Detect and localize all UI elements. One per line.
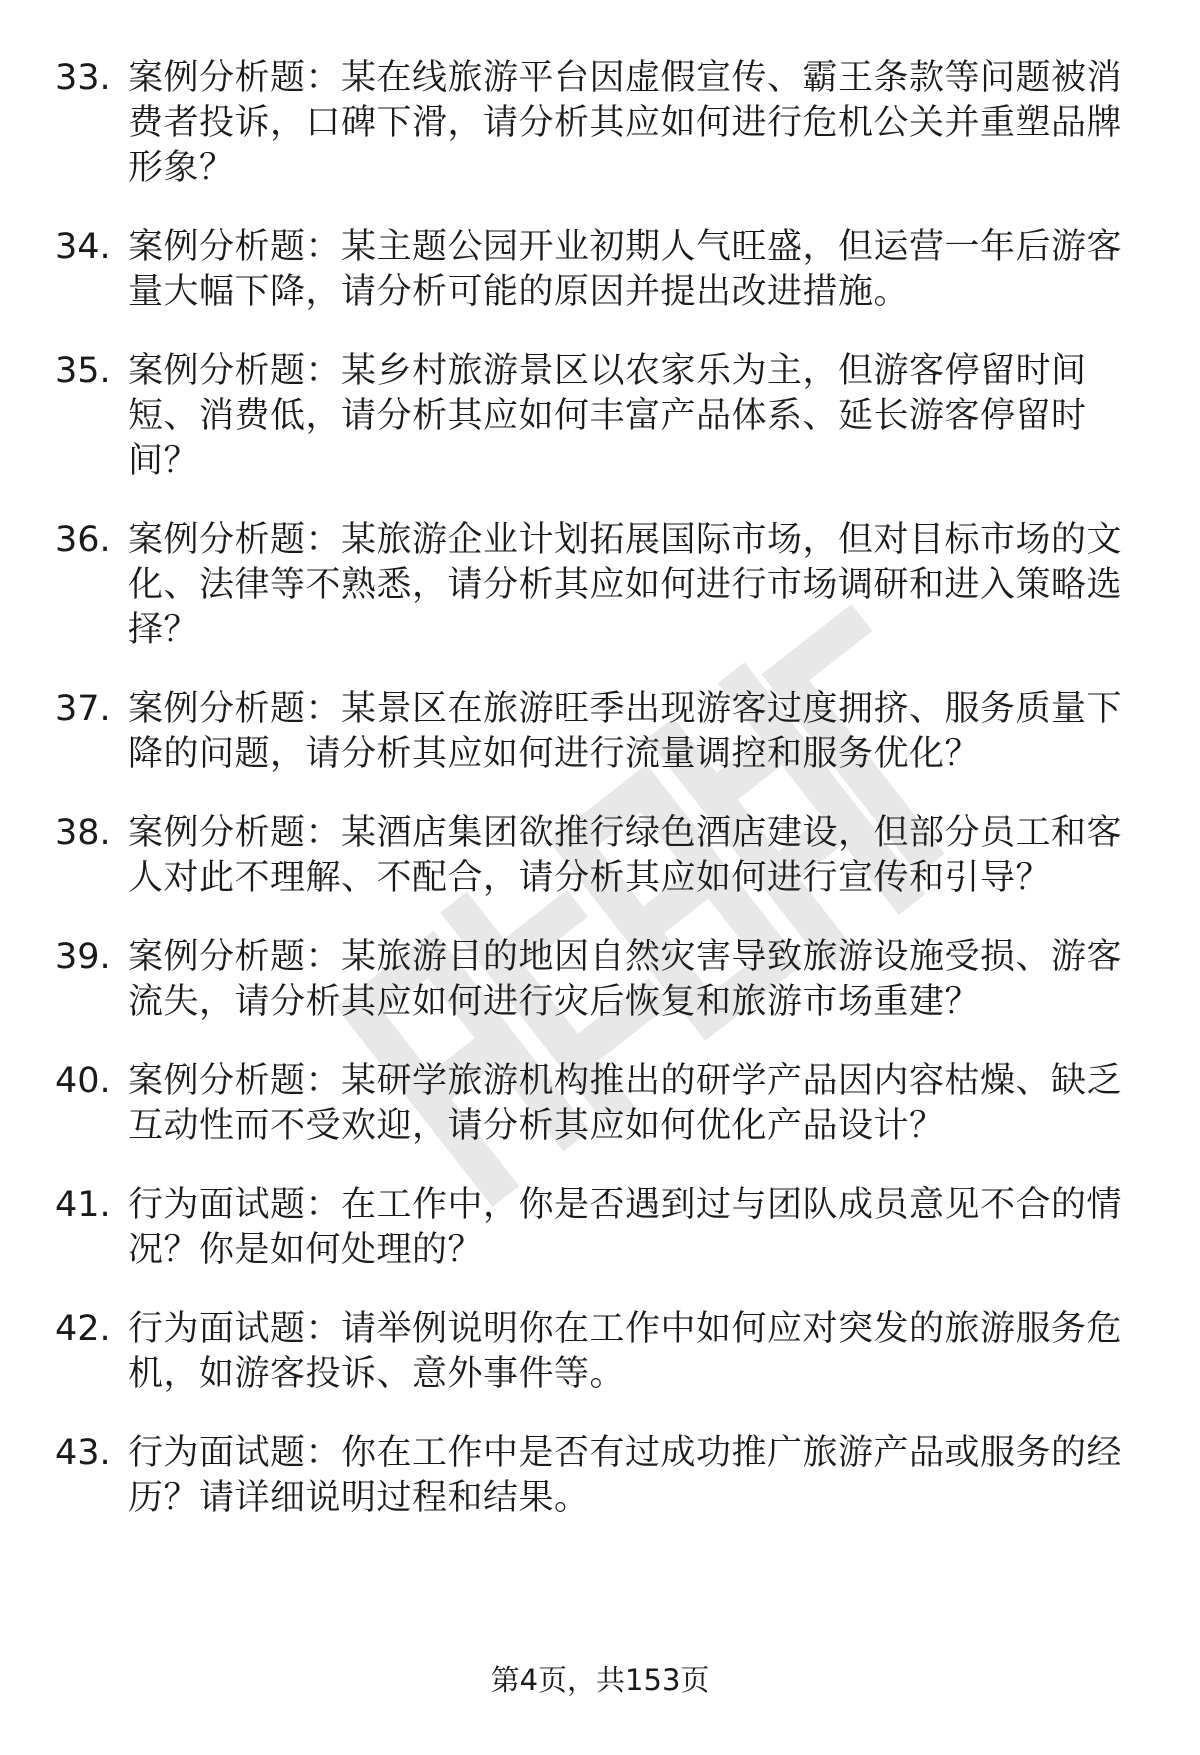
question-text: 案例分析题：某乡村旅游景区以农家乐为主，但游客停留时间短、消费低，请分析其应如何丰富产品体系、延长游客停留时间？ <box>128 351 1087 481</box>
question-item <box>55 935 1145 1025</box>
question-number: 40. <box>55 1061 111 1101</box>
question-number: 33. <box>55 58 111 98</box>
page-footer <box>0 1660 1200 1700</box>
question-item <box>55 56 1145 191</box>
page-number-label: 第4页，共153页 <box>490 1663 710 1697</box>
question-text: 行为面试题：你在工作中是否有过成功推广旅游产品或服务的经历？请详细说明过程和结果。 <box>128 1433 1123 1518</box>
question-list <box>55 56 1145 1555</box>
question-item <box>55 1431 1145 1521</box>
question-item <box>55 225 1145 315</box>
question-number: 35. <box>55 351 111 391</box>
question-item <box>55 518 1145 653</box>
question-item <box>55 1059 1145 1149</box>
question-text: 案例分析题：某主题公园开业初期人气旺盛，但运营一年后游客量大幅下降，请分析可能的原因并提出改进措施。 <box>128 227 1123 312</box>
question-number: 41. <box>55 1185 111 1225</box>
question-number: 37. <box>55 689 111 729</box>
question-text: 案例分析题：某旅游目的地因自然灾害导致旅游设施受损、游客流失，请分析其应如何进行灾后恢复和旅游市场重建？ <box>128 937 1123 1022</box>
question-text: 案例分析题：某研学旅游机构推出的研学产品因内容枯燥、缺乏互动性而不受欢迎，请分析其应如何优化产品设计？ <box>128 1061 1123 1146</box>
question-item <box>55 1307 1145 1397</box>
question-item <box>55 349 1145 484</box>
question-item <box>55 811 1145 901</box>
question-item <box>55 1183 1145 1273</box>
question-number: 34. <box>55 227 111 267</box>
question-text: 行为面试题：请举例说明你在工作中如何应对突发的旅游服务危机，如游客投诉、意外事件等。 <box>128 1309 1123 1394</box>
question-item <box>55 687 1145 777</box>
question-text: 行为面试题：在工作中，你是否遇到过与团队成员意见不合的情况？你是如何处理的？ <box>128 1185 1123 1270</box>
question-number: 39. <box>55 937 111 977</box>
question-number: 43. <box>55 1433 111 1473</box>
question-number: 42. <box>55 1309 111 1349</box>
question-text: 案例分析题：某在线旅游平台因虚假宣传、霸王条款等问题被消费者投诉，口碑下滑，请分析其应如何进行危机公关并重塑品牌形象？ <box>128 58 1123 188</box>
question-text: 案例分析题：某旅游企业计划拓展国际市场，但对目标市场的文化、法律等不熟悉，请分析其应如何进行市场调研和进入策略选择？ <box>128 520 1123 650</box>
question-text: 案例分析题：某景区在旅游旺季出现游客过度拥挤、服务质量下降的问题，请分析其应如何进行流量调控和服务优化？ <box>128 689 1123 774</box>
question-text: 案例分析题：某酒店集团欲推行绿色酒店建设，但部分员工和客人对此不理解、不配合，请分析其应如何进行宣传和引导？ <box>128 813 1123 898</box>
question-number: 38. <box>55 813 111 853</box>
question-number: 36. <box>55 520 111 560</box>
